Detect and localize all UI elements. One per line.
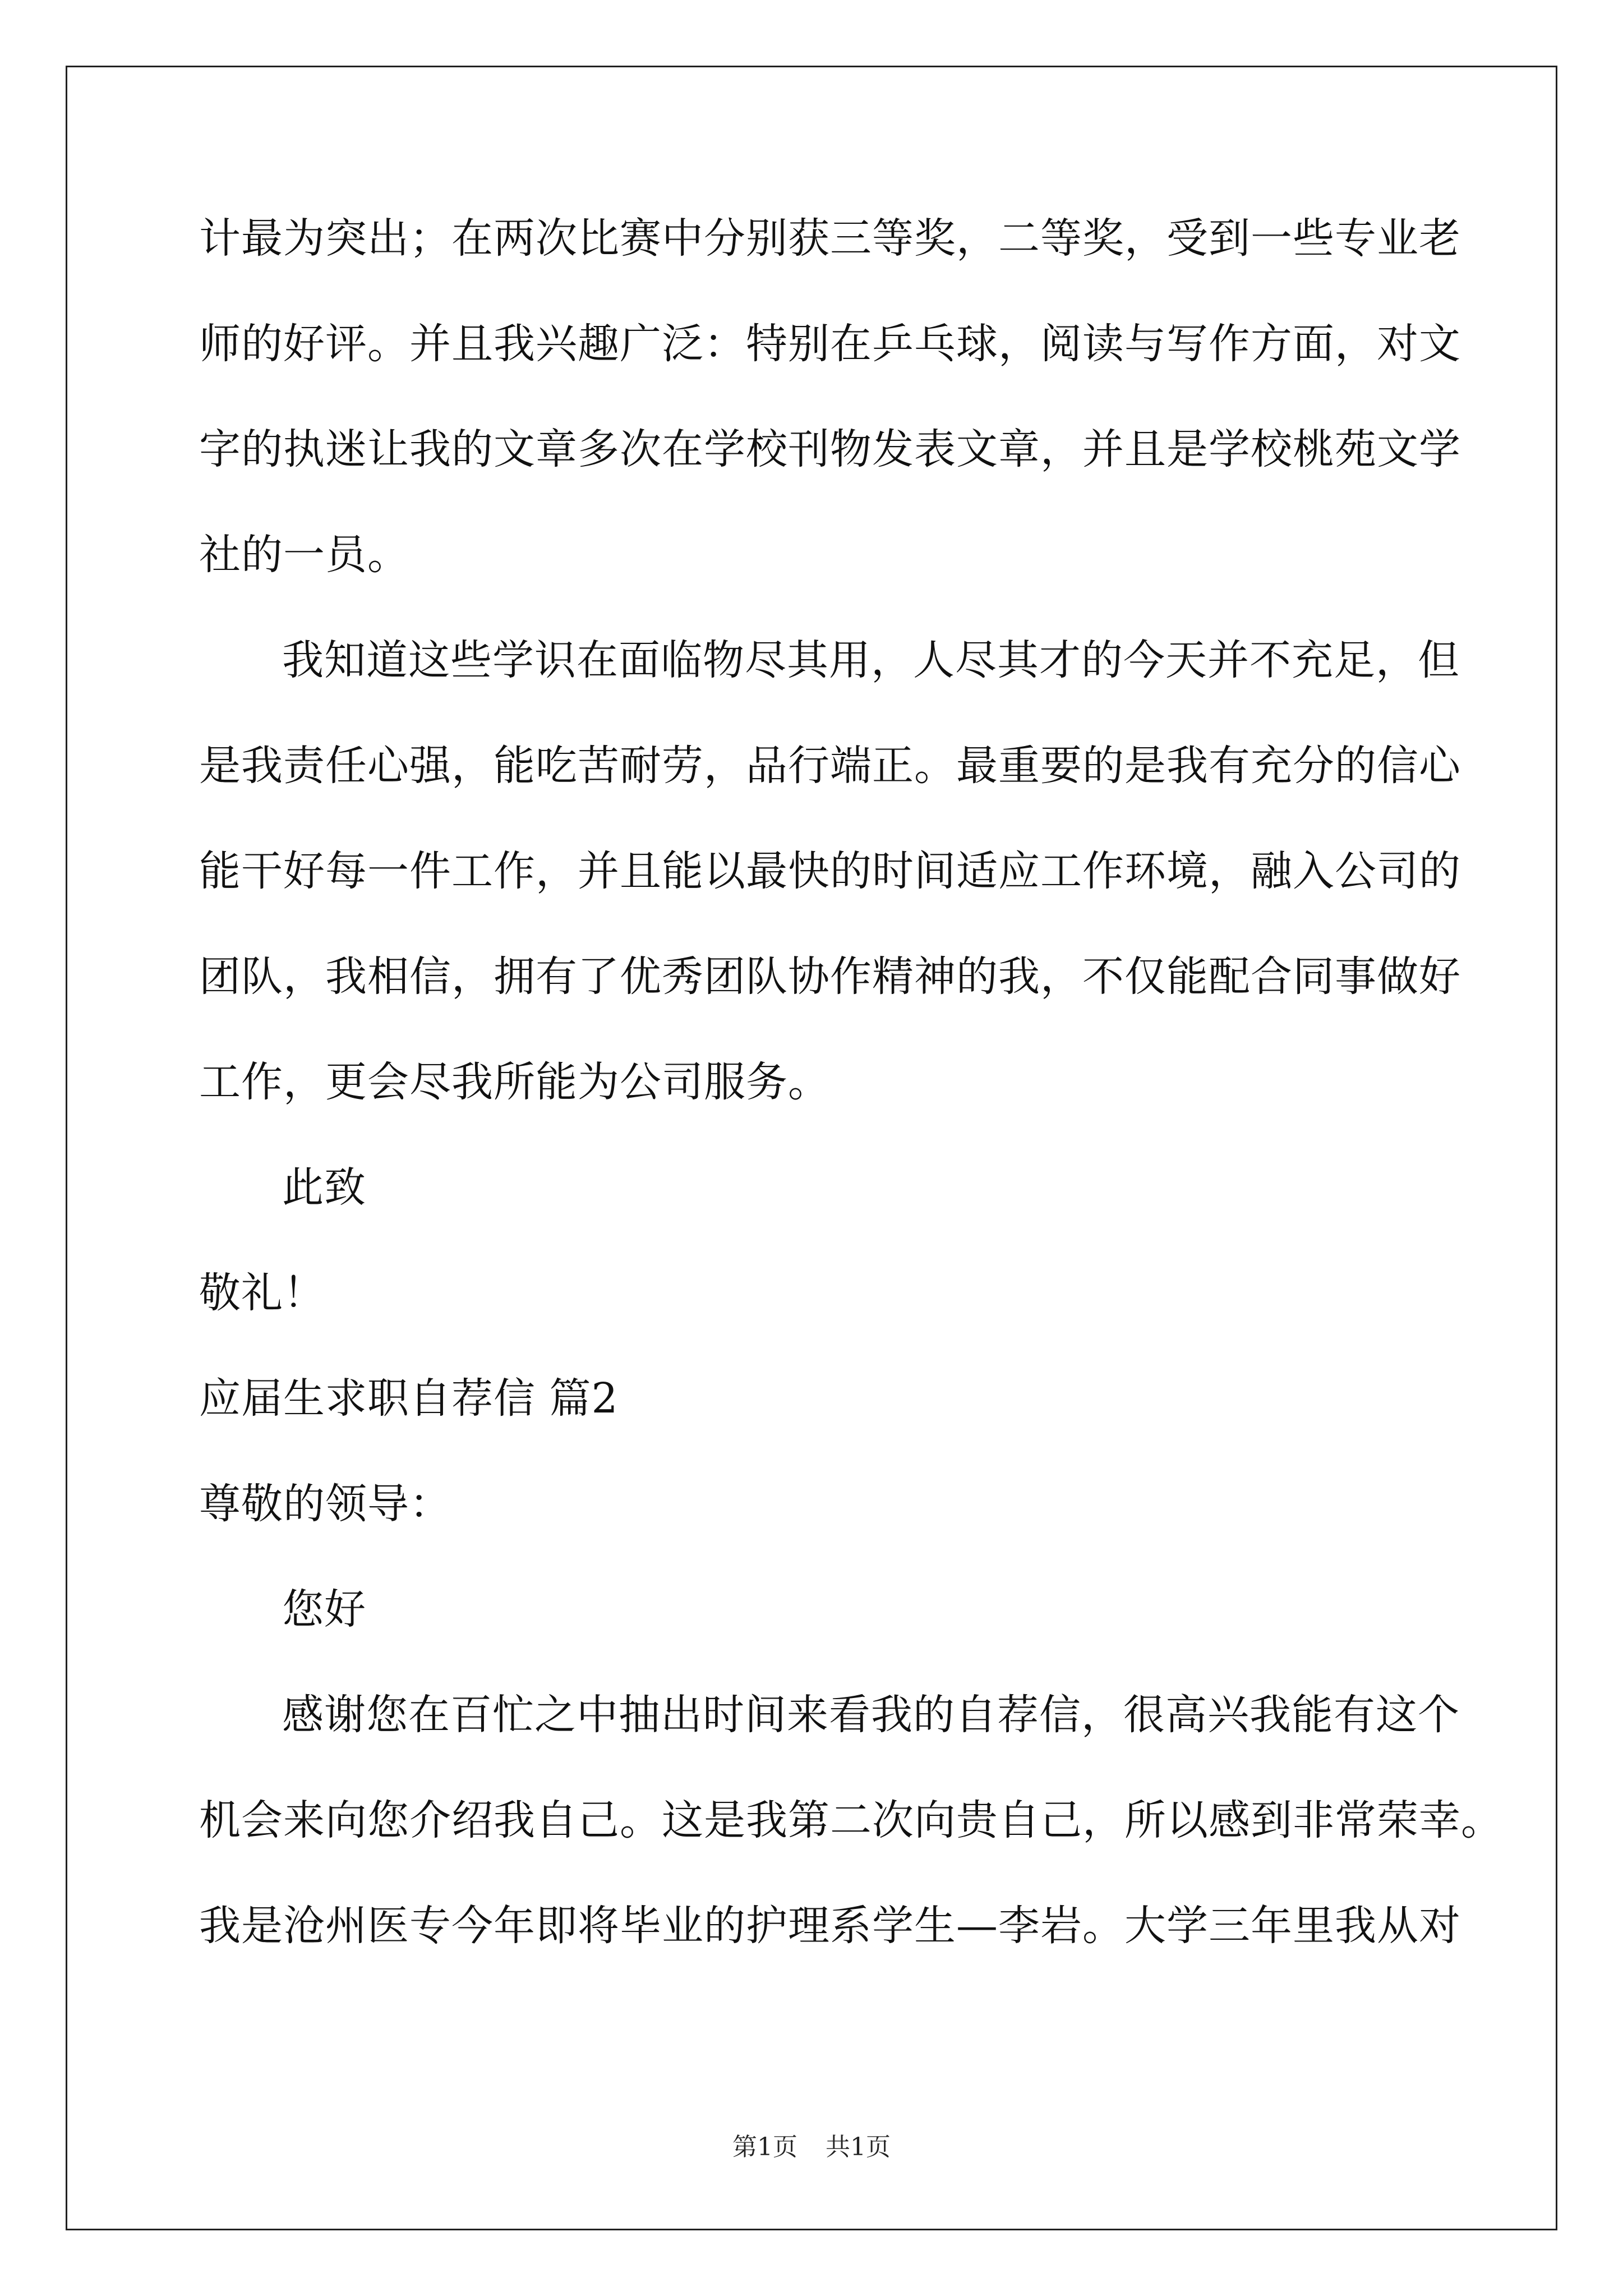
greeting-hello: 您好 (282, 1585, 366, 1634)
body-line: 字的执迷让我的文章多次在学校刊物发表文章，并且是学校桃苑文学 (199, 425, 1461, 473)
page-total: 共1页 (826, 2133, 891, 2161)
body-line: 机会来向您介绍我自己。这是我第二次向贵自己，所以感到非常荣幸。 (199, 1796, 1503, 1844)
paragraph-start-line: 我知道这些学识在面临物尽其用，人尽其才的今天并不充足，但 (282, 636, 1460, 684)
salutation-closing: 敬礼！ (199, 1269, 325, 1317)
paragraph-start-line: 感谢您在百忙之中抽出时间来看我的自荐信，很高兴我能有这个 (282, 1691, 1460, 1739)
body-line: 计最为突出；在两次比赛中分别获三等奖，二等奖，受到一些专业老 (199, 214, 1461, 263)
body-line: 社的一员。 (199, 531, 409, 579)
body-line: 团队，我相信，拥有了优秀团队协作精神的我，不仅能配合同事做好 (199, 953, 1461, 1001)
body-line: 我是沧州医专今年即将毕业的护理系学生—李岩。大学三年里我从对 (199, 1902, 1461, 1950)
body-line: 是我责任心强，能吃苦耐劳，品行端正。最重要的是我有充分的信心 (199, 742, 1461, 790)
page-footer (0, 2131, 1623, 2164)
body-line: 师的好评。并且我兴趣广泛：特别在乒乓球，阅读与写作方面，对文 (199, 320, 1461, 368)
greeting: 尊敬的领导： (199, 1480, 451, 1528)
body-line: 工作，更会尽我所能为公司服务。 (199, 1058, 830, 1106)
section-heading: 应届生求职自荐信 篇2 (199, 1374, 619, 1423)
closing-phrase: 此致 (282, 1163, 366, 1212)
page-number: 第1页 (732, 2133, 797, 2161)
body-line: 能干好每一件工作，并且能以最快的时间适应工作环境，融入公司的 (199, 847, 1461, 895)
